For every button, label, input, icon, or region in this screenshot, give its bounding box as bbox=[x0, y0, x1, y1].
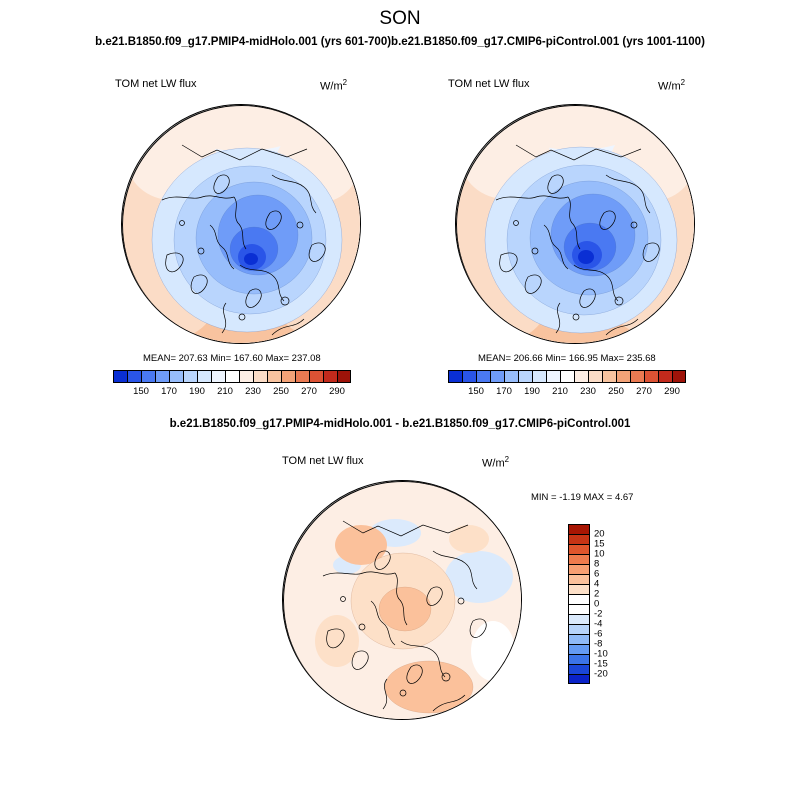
colorbar-tick: 10 bbox=[594, 548, 605, 560]
colorbar-cell bbox=[197, 370, 211, 383]
colorbar-cell bbox=[253, 370, 267, 383]
colorbar-cell bbox=[568, 594, 590, 604]
colorbar-tick: 270 bbox=[636, 386, 652, 397]
diff-panel-stats: MIN = -1.19 MAX = 4.67 bbox=[531, 492, 634, 503]
top-panels-caption-row bbox=[0, 36, 800, 48]
right-units-text: W/m bbox=[658, 80, 681, 93]
colorbar-tick: 210 bbox=[217, 386, 233, 397]
colorbar-tick: 0 bbox=[594, 598, 600, 610]
left-panel-caption: b.e21.B1850.f09_g17.PMIP4-midHolo.001 (yrs 601-700) bbox=[95, 36, 392, 48]
colorbar-tick: 210 bbox=[552, 386, 568, 397]
colorbar-cell bbox=[490, 370, 504, 383]
colorbar-tick: 250 bbox=[273, 386, 289, 397]
right-polar-map bbox=[455, 104, 695, 344]
colorbar-cell bbox=[672, 370, 686, 383]
colorbar-tick: 230 bbox=[580, 386, 596, 397]
colorbar-cell bbox=[113, 370, 127, 383]
colorbar-cell bbox=[568, 534, 590, 544]
colorbar-cell bbox=[169, 370, 183, 383]
colorbar-cell bbox=[448, 370, 462, 383]
left-units-exponent: 2 bbox=[342, 78, 348, 87]
colorbar-cell bbox=[518, 370, 532, 383]
colorbar-cell bbox=[568, 544, 590, 554]
colorbar-tick: 190 bbox=[189, 386, 205, 397]
colorbar-cell bbox=[616, 370, 630, 383]
left-panel-stats: MEAN= 207.63 Min= 167.60 Max= 237.08 bbox=[143, 353, 321, 364]
colorbar-cell bbox=[183, 370, 197, 383]
right-panel-stats: MEAN= 206.66 Min= 166.95 Max= 235.68 bbox=[478, 353, 656, 364]
colorbar-cell bbox=[295, 370, 309, 383]
colorbar-cell bbox=[588, 370, 602, 383]
right-panel-variable-label: TOM net LW flux bbox=[448, 78, 530, 90]
colorbar-cell bbox=[568, 574, 590, 584]
colorbar-tick: 6 bbox=[594, 568, 600, 580]
colorbar-cell bbox=[127, 370, 141, 383]
colorbar-cell bbox=[568, 634, 590, 644]
left-polar-map bbox=[121, 104, 361, 344]
diff-polar-map bbox=[282, 480, 522, 720]
left-panel-variable-label: TOM net LW flux bbox=[115, 78, 197, 90]
colorbar-cell bbox=[574, 370, 588, 383]
colorbar-cell bbox=[532, 370, 546, 383]
colorbar-cell bbox=[267, 370, 281, 383]
colorbar-tick: -20 bbox=[594, 668, 608, 680]
colorbar-cell bbox=[568, 614, 590, 624]
diff-units-text: W/m bbox=[482, 457, 505, 470]
colorbar-tick: 190 bbox=[524, 386, 540, 397]
colorbar-cell bbox=[211, 370, 225, 383]
colorbar-cell bbox=[568, 624, 590, 634]
colorbar-tick: 170 bbox=[496, 386, 512, 397]
colorbar-tick: 20 bbox=[594, 528, 605, 540]
colorbar-cell bbox=[602, 370, 616, 383]
colorbar-tick: 290 bbox=[664, 386, 680, 397]
right-colorbar-labels bbox=[448, 386, 686, 400]
colorbar-tick: -8 bbox=[594, 638, 603, 650]
left-colorbar bbox=[113, 370, 351, 383]
colorbar-cell bbox=[568, 674, 590, 684]
colorbar-cell bbox=[323, 370, 337, 383]
colorbar-cell bbox=[476, 370, 490, 383]
right-panel-caption: b.e21.B1850.f09_g17.CMIP6-piControl.001 (yrs 1001-1100) bbox=[391, 36, 705, 48]
colorbar-cell bbox=[630, 370, 644, 383]
colorbar-cell bbox=[281, 370, 295, 383]
left-panel-units-label bbox=[320, 78, 347, 93]
colorbar-tick: -10 bbox=[594, 648, 608, 660]
diff-colorbar-labels bbox=[594, 524, 634, 684]
colorbar-tick: 8 bbox=[594, 558, 600, 570]
colorbar-cell bbox=[568, 664, 590, 674]
colorbar-cell bbox=[568, 564, 590, 574]
diff-units-exponent: 2 bbox=[504, 455, 510, 464]
colorbar-tick: 2 bbox=[594, 588, 600, 600]
colorbar-tick: -15 bbox=[594, 658, 608, 670]
colorbar-tick: 230 bbox=[245, 386, 261, 397]
colorbar-tick: 150 bbox=[133, 386, 149, 397]
diff-colorbar bbox=[568, 524, 590, 684]
colorbar-cell bbox=[568, 554, 590, 564]
colorbar-tick: 4 bbox=[594, 578, 600, 590]
colorbar-cell bbox=[644, 370, 658, 383]
right-units-exponent: 2 bbox=[680, 78, 686, 87]
colorbar-cell bbox=[239, 370, 253, 383]
colorbar-tick: -4 bbox=[594, 618, 603, 630]
diff-panel-variable-label: TOM net LW flux bbox=[282, 455, 364, 467]
colorbar-cell bbox=[568, 604, 590, 614]
colorbar-cell bbox=[568, 584, 590, 594]
colorbar-cell bbox=[560, 370, 574, 383]
colorbar-tick: -6 bbox=[594, 628, 603, 640]
diff-panel-caption: b.e21.B1850.f09_g17.PMIP4-midHolo.001 - b.e21.B1850.f09_g17.CMIP6-piControl.001 bbox=[169, 418, 631, 430]
colorbar-tick: 250 bbox=[608, 386, 624, 397]
page-title: SON bbox=[379, 8, 421, 29]
right-map-svg bbox=[456, 105, 695, 344]
colorbar-tick: 170 bbox=[161, 386, 177, 397]
colorbar-tick: 290 bbox=[329, 386, 345, 397]
diff-panel-units-label bbox=[482, 455, 509, 470]
colorbar-tick: 270 bbox=[301, 386, 317, 397]
left-colorbar-labels bbox=[113, 386, 351, 400]
colorbar-cell bbox=[546, 370, 560, 383]
left-units-text: W/m bbox=[320, 80, 343, 93]
diff-map-svg bbox=[283, 481, 522, 720]
colorbar-cell bbox=[337, 370, 351, 383]
colorbar-cell bbox=[658, 370, 672, 383]
left-map-svg bbox=[122, 105, 361, 344]
colorbar-cell bbox=[155, 370, 169, 383]
colorbar-cell bbox=[568, 524, 590, 534]
colorbar-tick: -2 bbox=[594, 608, 603, 620]
right-colorbar bbox=[448, 370, 686, 383]
colorbar-tick: 15 bbox=[594, 538, 605, 550]
colorbar-tick: 150 bbox=[468, 386, 484, 397]
colorbar-cell bbox=[225, 370, 239, 383]
right-panel-units-label bbox=[658, 78, 685, 93]
colorbar-cell bbox=[462, 370, 476, 383]
colorbar-cell bbox=[309, 370, 323, 383]
colorbar-cell bbox=[141, 370, 155, 383]
colorbar-cell bbox=[568, 654, 590, 664]
colorbar-cell bbox=[568, 644, 590, 654]
colorbar-cell bbox=[504, 370, 518, 383]
